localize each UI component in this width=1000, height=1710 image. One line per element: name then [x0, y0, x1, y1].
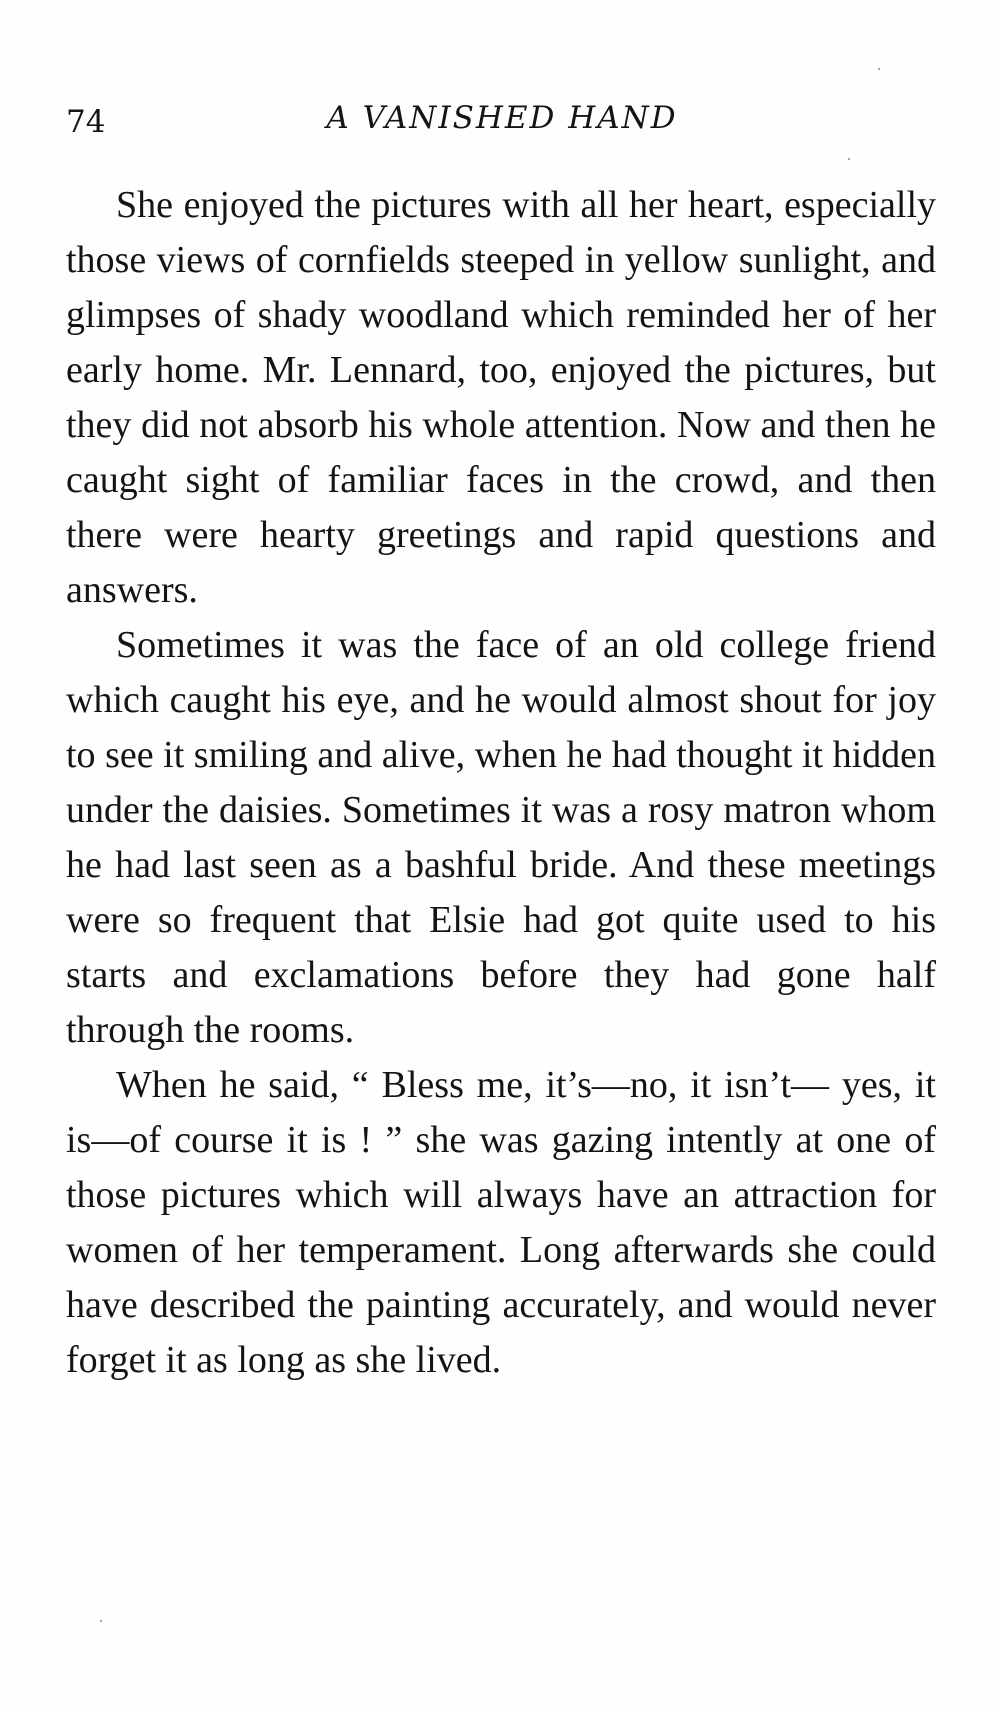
paper-speck [848, 158, 850, 160]
paragraph: She enjoyed the pictures with all her heart, especially those views of cornfields steeped in yellow sunlight, and glimpses of shady woodland which reminded her of her early home. Mr. Lennard, too, enjoyed the pictures, but they did not absorb his whole attention. Now and then he caught sight of familiar faces in the crowd, and then there were hearty greetings and rapid questions and answers. [66, 184, 936, 611]
page-number: 74 [66, 104, 106, 140]
paragraph: Sometimes it was the face of an old college friend which caught his eye, and he would almost shout for joy to see it smiling and alive, when he had thought it hidden under the daisies. Sometimes it was a rosy matron whom he had last seen as a bashful bride. And these meetings were so frequent that Elsie had got quite used to his starts and exclamations before they had gone half through the rooms. [66, 624, 936, 1051]
running-head [66, 96, 938, 140]
paper-speck [878, 68, 880, 70]
paragraph: When he said, “ Bless me, it’s—no, it isn’t— yes, it is—of course it is ! ” she was gazing intently at one of those pictures which will always have an attraction for women of her temperament. Long afterwards she could have described the painting accurately, and would never forget it as long as she lived. [66, 1064, 936, 1381]
body-text [66, 178, 936, 1388]
paper-speck [100, 1620, 102, 1622]
running-title: A VANISHED HAND [326, 100, 678, 136]
